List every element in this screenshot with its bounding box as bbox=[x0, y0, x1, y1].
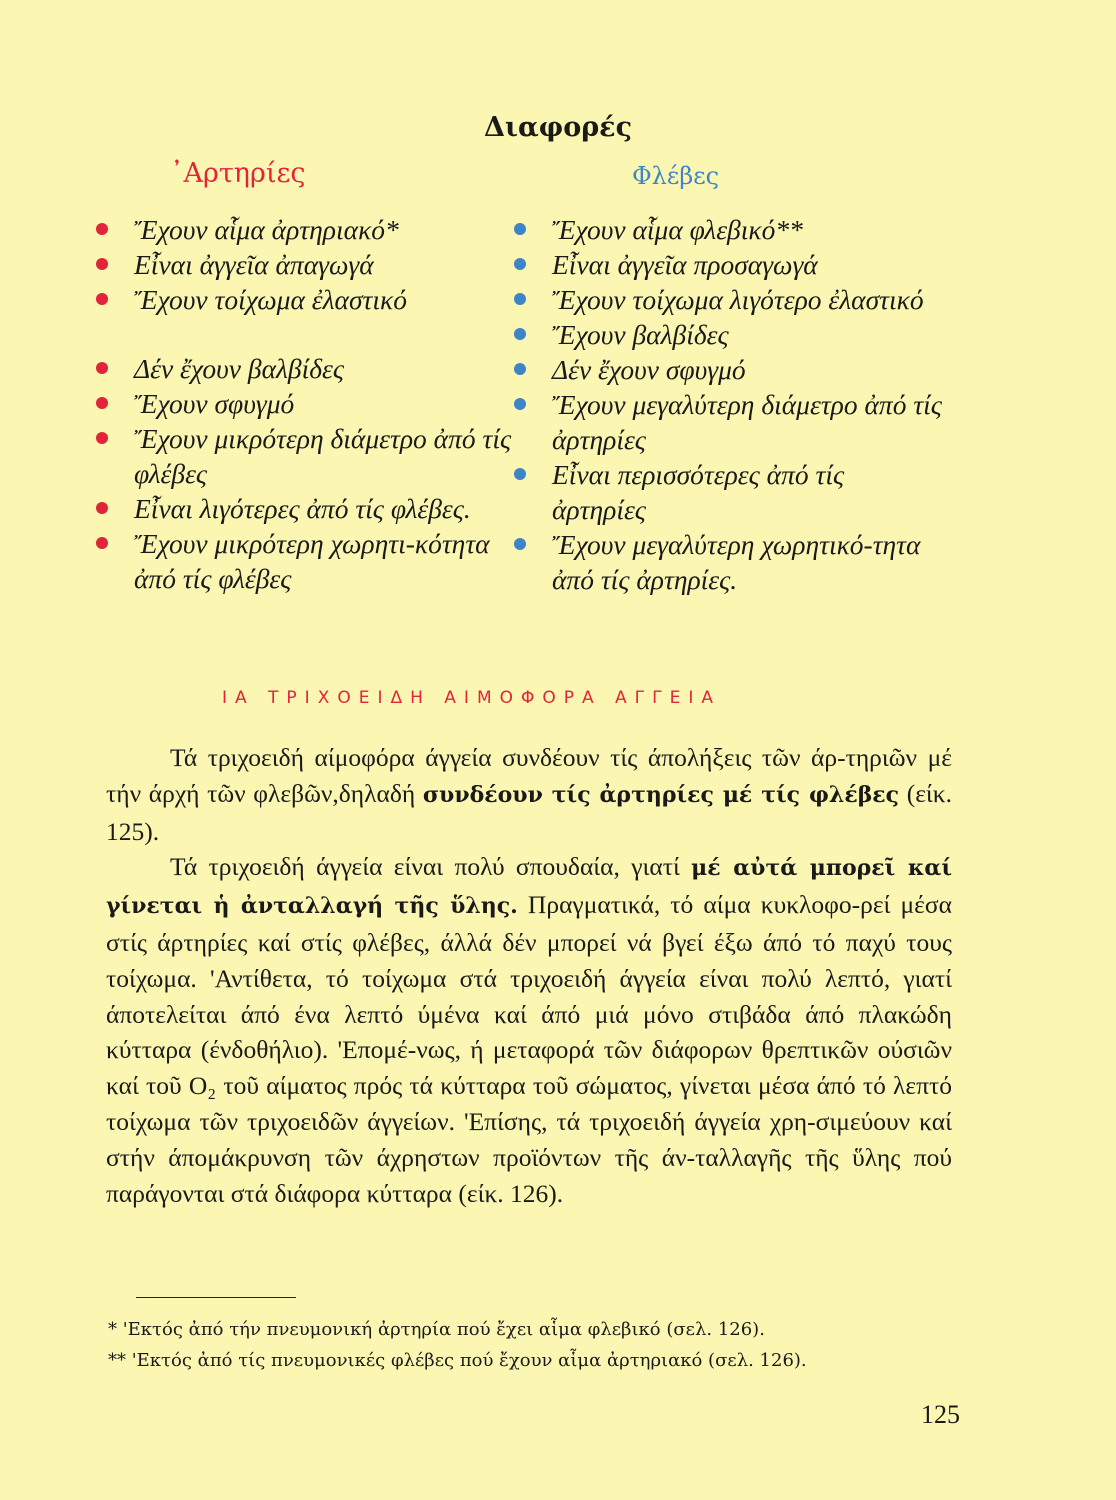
list-item: Εἶναι ἀγγεῖα ἀπαγωγά bbox=[96, 247, 526, 282]
red-bullet-icon bbox=[96, 293, 108, 305]
list-item: Ἔχουν αἷμα ἀρτηριακό* bbox=[96, 212, 526, 247]
red-bullet-icon bbox=[96, 537, 108, 549]
list-item: Ἔχουν τοίχωμα λιγότερο ἐλαστικό bbox=[514, 282, 944, 317]
footnote: * 'Εκτός ἀπό τήν πνευμονική ἀρτηρία πού ἔχει αἷμα φλεβικό (σελ. 126). bbox=[108, 1319, 765, 1340]
blue-bullet-icon bbox=[514, 328, 526, 340]
list-item: Ἔχουν βαλβίδες bbox=[514, 317, 944, 352]
list-item: Ἔχουν σφυγμό bbox=[96, 386, 526, 421]
list-item: Ἔχουν μικρότερη χωρητι-κότητα ἀπό τίς φλέβες bbox=[96, 526, 526, 596]
list-item: Ἔχουν μικρότερη διάμετρο ἀπό τίς φλέβες bbox=[96, 421, 526, 491]
blue-bullet-icon bbox=[514, 293, 526, 305]
red-bullet-icon bbox=[96, 258, 108, 270]
blue-bullet-icon bbox=[514, 223, 526, 235]
list-item: Εἶναι ἀγγεῖα προσαγωγά bbox=[514, 247, 944, 282]
blue-bullet-icon bbox=[514, 538, 526, 550]
list-item: Δέν ἔχουν σφυγμό bbox=[514, 352, 944, 387]
list-item: Ἔχουν μεγαλύτερη διάμετρο ἀπό τίς ἀρτηρίες bbox=[514, 387, 944, 457]
body-text bbox=[106, 740, 952, 1211]
list-item: Ἔχουν αἷμα φλεβικό** bbox=[514, 212, 944, 247]
blue-bullet-icon bbox=[514, 468, 526, 480]
arteries-list bbox=[96, 212, 526, 596]
paragraph: Τά τριχοειδή άγγεία είναι πολύ σπουδαία, γιατί μέ αὐτά μπορεῖ καί γίνεται ἡ ἀνταλλαγή τῆς ὕλης. Πραγματικά, τό αίμα κυκλοφο-ρεί μέσα στίς άρτηρίες καί στίς φλέβες, άλλά δέν μπορεί νά βγεί έξω άπό τό παχύ τους τοίχωμα. 'Αντίθετα, τό τοίχωμα στά τριχοειδή άγγεία είναι πολύ λεπτό, γιατί άποτελείται άπό ένα λεπτό ύμένα καί άπό μιά μόνο στιβάδα άπό πλακώδη κύτταρα (ένδοθήλιο). 'Επομέ-νως, ή μεταφορά τῶν διάφορων θρεπτικῶν ούσιῶν καί τοῦ O₂ τοῦ αίματος πρός τά κύτταρα τοῦ σώματος, γίνεται μέσα άπό τό λεπτό τοίχωμα τῶν τριχοειδῶν άγγείων. 'Επίσης, τά τριχοειδή άγγεία χρη-σιμεύουν καί στήν άπομάκρυνση τῶν άχρηστων προϊόντων τῆς άν-ταλλαγῆς τῆς ὕλης πού παράγονται στά διάφορα κύτταρα (είκ. 126). bbox=[106, 852, 952, 1208]
blue-bullet-icon bbox=[514, 398, 526, 410]
red-bullet-icon bbox=[96, 502, 108, 514]
page-title: Διαφορές bbox=[483, 112, 633, 143]
red-bullet-icon bbox=[96, 362, 108, 374]
blue-bullet-icon bbox=[514, 258, 526, 270]
arteries-heading: ᾿Αρτηρίες bbox=[170, 158, 306, 189]
list-item: Δέν ἔχουν βαλβίδες bbox=[96, 351, 526, 386]
list-item: Εἶναι περισσότερες ἀπό τίς ἀρτηρίες bbox=[514, 457, 944, 527]
list-item: Ἔχουν μεγαλύτερη χωρητικό-τητα ἀπό τίς ἀρτηρίες. bbox=[514, 527, 944, 597]
page-number: 125 bbox=[921, 1400, 960, 1429]
footnote: ** 'Εκτός ἀπό τίς πνευμονικές φλέβες πού ἔχουν αἷμα ἀρτηριακό (σελ. 126). bbox=[108, 1350, 807, 1371]
paragraph: Τά τριχοειδή αίμοφόρα άγγεία συνδέουν τίς άπολήξεις τῶν άρ-τηριῶν μέ τήν άρχή τῶν φλεβῶν,δηλαδή συνδέουν τίς ἀρτηρίες μέ τίς φλέβες (είκ. 125). bbox=[106, 743, 952, 846]
list-item: Ἔχουν τοίχωμα ἐλαστικό bbox=[96, 282, 526, 317]
section-heading: ΙΑ ΤΡΙΧΟΕΙΔΗ ΑΙΜΟΦΟΡΑ ΑΓΓΕΙΑ bbox=[222, 688, 721, 708]
footnotes bbox=[108, 1314, 807, 1376]
blue-bullet-icon bbox=[514, 363, 526, 375]
veins-list bbox=[514, 212, 944, 597]
red-bullet-icon bbox=[96, 397, 108, 409]
list-item: Εἶναι λιγότερες ἀπό τίς φλέβες. bbox=[96, 491, 526, 526]
footnote-divider bbox=[136, 1297, 296, 1298]
red-bullet-icon bbox=[96, 432, 108, 444]
red-bullet-icon bbox=[96, 223, 108, 235]
veins-heading: Φλέβες bbox=[632, 162, 720, 190]
